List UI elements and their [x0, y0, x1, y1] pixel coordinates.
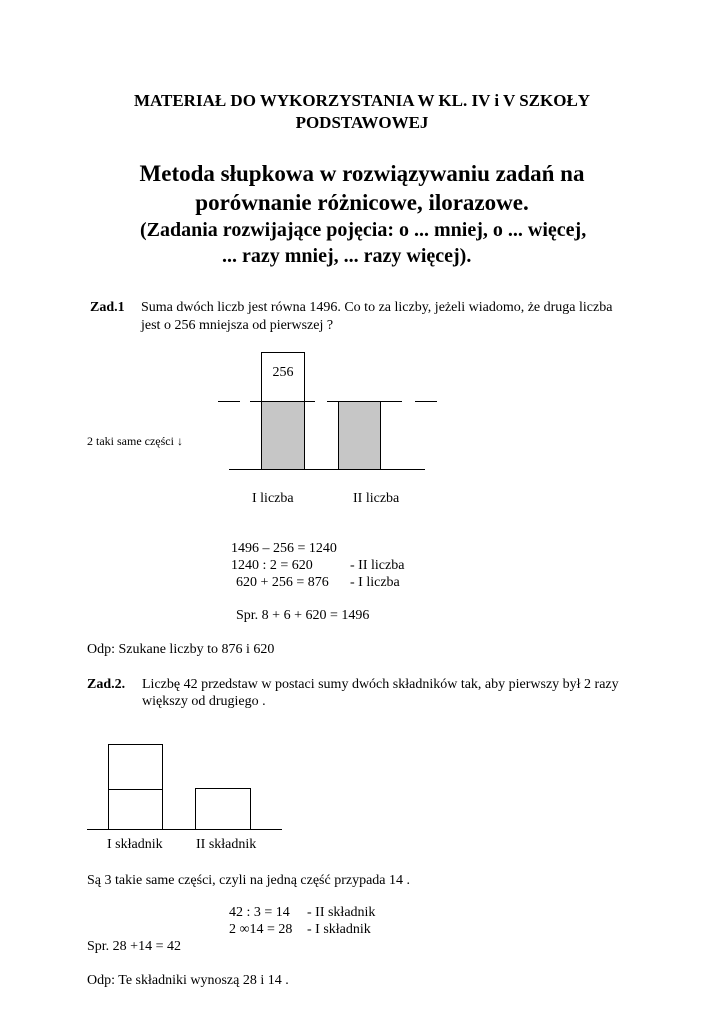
addend2-label: II składnik [196, 837, 257, 852]
task2-check: Spr. 28 +14 = 42 [87, 939, 181, 954]
first-addend-part-bottom [108, 789, 163, 830]
header-line-1: MATERIAŁ DO WYKORZYSTANIA W KL. IV i V SZKOŁY [133, 91, 591, 110]
task1-text-line-1: Suma dwóch liczb jest równa 1496. Co to za liczby, jeżeli wiadomo, że druga liczba [141, 300, 613, 315]
second-addend-part [195, 788, 251, 830]
task2-calc-note-2: - I składnik [307, 922, 371, 937]
title-line-1: Metoda słupkowa w rozwiązywaniu zadań na [139, 161, 585, 186]
bar-second-number [338, 401, 381, 470]
task1-calc-note-2: - II liczba [350, 558, 405, 573]
dash-left [218, 401, 240, 402]
task2-text-line-1: Liczbę 42 przedstaw w postaci sumy dwóch składników tak, aby pierwszy był 2 razy [142, 677, 619, 692]
task1-calc-note-3: - I liczba [350, 575, 400, 590]
task2-calc-note-1: - II składnik [307, 905, 376, 920]
dash-top-first [250, 401, 315, 402]
task1-calc-line-1: 1496 – 256 = 1240 [231, 541, 337, 556]
subtitle-line-2: ... razy mniej, ... razy więcej). [222, 245, 472, 267]
task1-calc-line-3: 620 + 256 = 876 [236, 575, 329, 590]
bar1-label: I liczba [252, 491, 294, 506]
dash-top-second [327, 401, 402, 402]
task2-baseline [87, 829, 282, 830]
task2-label: Zad.2. [87, 677, 126, 692]
bar2-label: II liczba [353, 491, 400, 506]
subtitle-line-1: (Zadania rozwijające pojęcia: o ... mniej, o ... więcej, [140, 219, 587, 241]
task2-calc-line-2: 2 ∞14 = 28 [229, 922, 293, 937]
first-addend-part-top [108, 744, 163, 790]
task2-parts-text: Są 3 takie same części, czyli na jedną część przypada 14 . [87, 873, 411, 888]
task1-label: Zad.1 [90, 300, 125, 315]
dash-right [415, 401, 437, 402]
arrow-down-icon: ↓ [176, 434, 183, 448]
task2-answer: Odp: Te składniki wynoszą 28 i 14 . [87, 973, 289, 988]
baseline [229, 469, 425, 470]
bar-first-number [261, 401, 305, 470]
difference-label: 256 [272, 365, 294, 380]
addend1-label: I składnik [107, 837, 163, 852]
task1-text-line-2: jest o 256 mniejsza od pierwszej ? [141, 318, 334, 333]
title-line-2: porównanie różnicowe, ilorazowe. [195, 190, 529, 215]
side-note [87, 433, 183, 449]
side-note-text: 2 taki same części [87, 434, 174, 448]
task1-calc-line-2: 1240 : 2 = 620 [231, 558, 313, 573]
task2-text-line-2: większy od drugiego . [142, 694, 266, 709]
task2-calc-line-1: 42 : 3 = 14 [229, 905, 290, 920]
header-line-2: PODSTAWOWEJ [295, 113, 429, 132]
task1-answer: Odp: Szukane liczby to 876 i 620 [87, 642, 275, 657]
task1-check: Spr. 8 + 6 + 620 = 1496 [236, 608, 370, 623]
